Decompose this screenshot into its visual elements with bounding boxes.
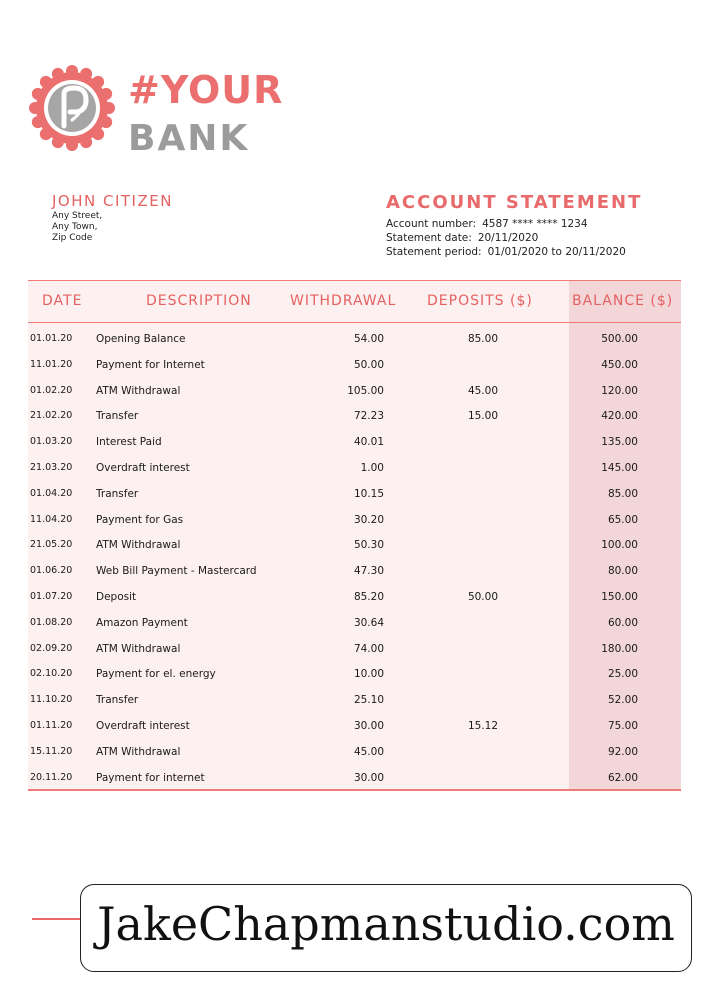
column-header-deposits: DEPOSITS ($) <box>427 293 533 309</box>
row-balance: 92.00 <box>607 745 638 758</box>
row-description: Transfer <box>96 487 139 500</box>
table-row <box>28 637 681 663</box>
table-row <box>28 482 681 508</box>
row-balance: 62.00 <box>607 771 638 784</box>
row-date: 11.10.20 <box>30 694 73 706</box>
table-row <box>28 585 681 611</box>
address-line: Any Street, <box>52 211 103 221</box>
row-description: ATM Withdrawal <box>96 745 181 758</box>
row-description: Interest Paid <box>96 436 162 449</box>
row-withdrawal: 10.15 <box>353 487 384 500</box>
row-date: 20.11.20 <box>30 771 73 783</box>
statement-period-line <box>386 245 642 259</box>
row-balance: 52.00 <box>607 694 638 707</box>
row-balance: 85.00 <box>607 487 638 500</box>
row-balance: 180.00 <box>601 642 638 655</box>
row-withdrawal: 74.00 <box>353 642 384 655</box>
watermark-text: JakeChapmanstudio.com <box>97 897 675 951</box>
row-date: 15.11.20 <box>30 745 73 757</box>
row-withdrawal: 30.00 <box>353 719 384 732</box>
customer-block <box>52 192 173 244</box>
transactions-table <box>28 280 681 791</box>
table-row <box>28 327 681 353</box>
row-withdrawal: 30.00 <box>353 771 384 784</box>
row-date: 02.09.20 <box>30 642 73 654</box>
column-header-date: DATE <box>42 293 83 309</box>
row-balance: 120.00 <box>601 384 638 397</box>
row-description: Payment for el. energy <box>96 668 216 681</box>
row-date: 01.11.20 <box>30 719 73 731</box>
row-description: Deposit <box>96 590 137 603</box>
column-header-balance: BALANCE ($) <box>572 293 674 309</box>
table-row <box>28 430 681 456</box>
statement-block <box>386 192 642 259</box>
row-date: 11.04.20 <box>30 513 73 525</box>
row-balance: 60.00 <box>607 616 638 629</box>
row-withdrawal: 10.00 <box>353 668 384 681</box>
table-row <box>28 740 681 766</box>
row-deposit: 45.00 <box>467 384 498 397</box>
row-date: 01.06.20 <box>30 565 73 577</box>
row-description: Web Bill Payment - Mastercard <box>96 565 257 578</box>
table-row <box>28 379 681 405</box>
table-row <box>28 714 681 740</box>
row-withdrawal: 47.30 <box>353 565 384 578</box>
table-row <box>28 611 681 637</box>
row-description: Payment for Gas <box>96 513 184 526</box>
statement-period-value: 01/01/2020 to 20/11/2020 <box>487 246 626 258</box>
row-description: Transfer <box>96 694 139 707</box>
row-date: 21.05.20 <box>30 539 73 551</box>
row-balance: 25.00 <box>607 668 638 681</box>
row-balance: 420.00 <box>601 410 638 423</box>
table-row <box>28 353 681 379</box>
row-date: 11.01.20 <box>30 358 73 370</box>
row-withdrawal: 30.64 <box>353 616 384 629</box>
brand-name-line1: #YOUR <box>128 68 284 112</box>
row-withdrawal: 105.00 <box>347 384 384 397</box>
row-balance: 100.00 <box>601 539 638 552</box>
table-body <box>28 327 681 791</box>
row-deposit: 85.00 <box>467 333 498 345</box>
customer-name: JOHN CITIZEN <box>52 192 173 210</box>
table-row <box>28 688 681 714</box>
account-number-label: Account number: <box>386 218 477 230</box>
row-date: 02.10.20 <box>30 668 73 680</box>
statement-period-label: Statement period: <box>386 246 482 258</box>
table-row <box>28 766 681 792</box>
row-deposit: 15.00 <box>467 410 498 423</box>
table-row <box>28 662 681 688</box>
column-header-description: DESCRIPTION <box>146 293 252 309</box>
row-withdrawal: 40.01 <box>353 436 384 449</box>
row-balance: 150.00 <box>601 590 638 603</box>
row-description: Payment for internet <box>96 771 205 784</box>
row-withdrawal: 50.30 <box>353 539 384 552</box>
row-description: Amazon Payment <box>96 616 188 629</box>
row-description: Transfer <box>96 410 139 423</box>
row-date: 01.02.20 <box>30 384 73 396</box>
row-balance: 135.00 <box>601 436 638 449</box>
row-balance: 145.00 <box>601 461 638 474</box>
table-row <box>28 404 681 430</box>
row-date: 21.03.20 <box>30 461 73 473</box>
row-withdrawal: 45.00 <box>353 745 384 758</box>
row-description: Opening Balance <box>96 333 186 345</box>
statement-date-line <box>386 231 642 245</box>
row-date: 01.08.20 <box>30 616 73 628</box>
watermark-box <box>80 884 692 972</box>
row-description: Overdraft interest <box>96 461 190 474</box>
table-row <box>28 559 681 585</box>
statement-date-label: Statement date: <box>386 232 472 244</box>
row-description: Payment for Internet <box>96 358 205 371</box>
row-balance: 65.00 <box>607 513 638 526</box>
footer-accent-line <box>32 918 82 920</box>
row-date: 21.02.20 <box>30 410 73 422</box>
table-row <box>28 456 681 482</box>
row-balance: 80.00 <box>607 565 638 578</box>
brand-name-line2: BANK <box>128 118 250 159</box>
row-balance: 500.00 <box>601 333 638 345</box>
account-number-value: 4587 **** **** 1234 <box>482 218 588 230</box>
account-number-line <box>386 217 642 231</box>
row-withdrawal: 72.23 <box>353 410 384 423</box>
row-description: ATM Withdrawal <box>96 539 181 552</box>
row-balance: 75.00 <box>607 719 638 732</box>
table-header <box>28 281 681 323</box>
address-line: Zip Code <box>52 233 93 243</box>
row-deposit: 50.00 <box>467 590 498 603</box>
row-withdrawal: 54.00 <box>353 333 384 345</box>
row-balance: 450.00 <box>601 358 638 371</box>
statement-date-value: 20/11/2020 <box>477 232 539 244</box>
statement-title: ACCOUNT STATEMENT <box>386 192 643 213</box>
bank-seal-icon <box>28 64 116 152</box>
row-description: ATM Withdrawal <box>96 642 181 655</box>
row-description: ATM Withdrawal <box>96 384 181 397</box>
row-withdrawal: 1.00 <box>360 461 384 474</box>
row-withdrawal: 25.10 <box>353 694 384 707</box>
row-withdrawal: 30.20 <box>353 513 384 526</box>
row-date: 01.01.20 <box>30 333 73 344</box>
column-header-withdrawal: WITHDRAWAL <box>290 293 397 309</box>
row-date: 01.04.20 <box>30 487 73 499</box>
table-row <box>28 533 681 559</box>
row-date: 01.07.20 <box>30 590 73 602</box>
row-withdrawal: 50.00 <box>353 358 384 371</box>
row-withdrawal: 85.20 <box>353 590 384 603</box>
address-line: Any Town, <box>52 222 98 232</box>
table-row <box>28 508 681 534</box>
row-deposit: 15.12 <box>467 719 498 732</box>
row-date: 01.03.20 <box>30 436 73 448</box>
row-description: Overdraft interest <box>96 719 190 732</box>
